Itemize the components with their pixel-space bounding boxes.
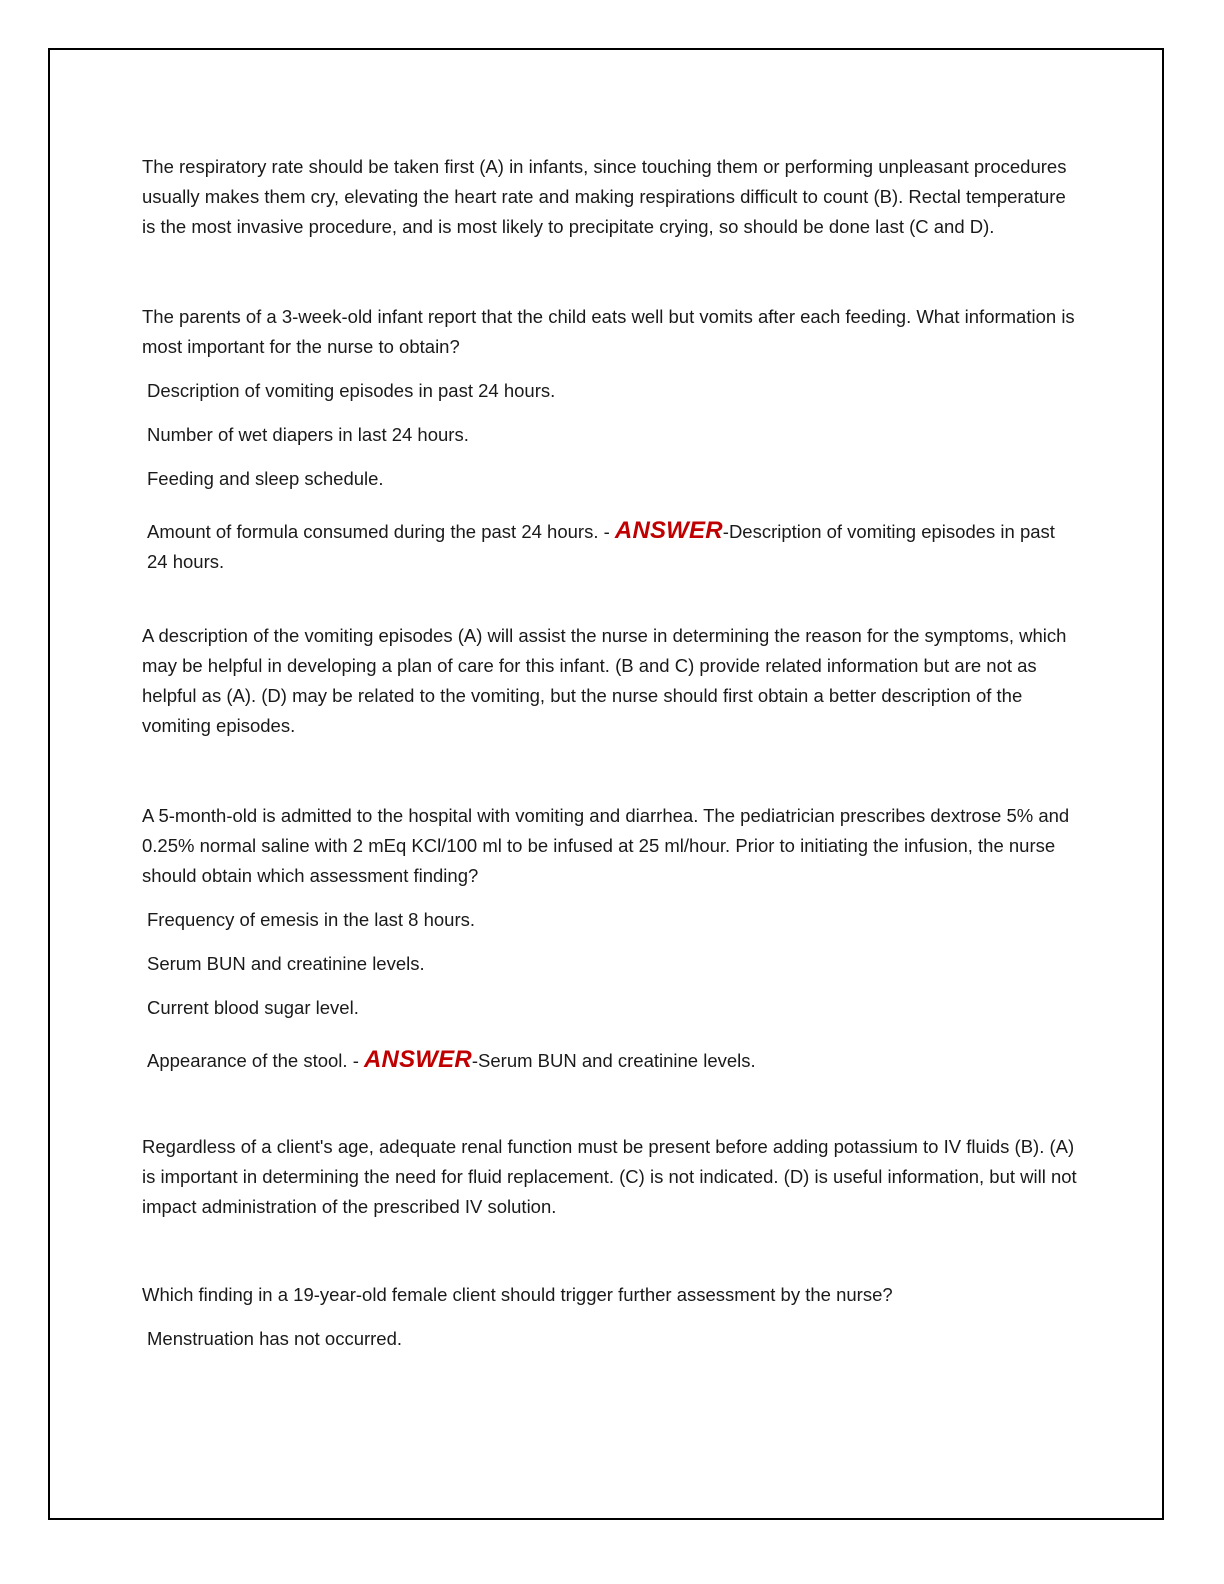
- answer-option: Menstruation has not occurred.: [147, 1328, 403, 1349]
- answer-label: ANSWER: [364, 1046, 472, 1073]
- rationale-paragraph: Regardless of a client's age, adequate renal function must be present before adding potassium to IV fluids (B). (A) is important in determining the need for fluid replacement. (C) is not indicated. (D) is useful information, but will not impact administration of the prescribed IV solution.: [142, 1136, 1077, 1217]
- answer-option: Current blood sugar level.: [147, 997, 359, 1018]
- answer-option: Frequency of emesis in the last 8 hours.: [147, 909, 476, 930]
- answer-label: ANSWER: [614, 517, 723, 544]
- correct-answer-text: -Serum BUN and creatinine levels.: [471, 1050, 756, 1071]
- answer-option-text: Amount of formula consumed during the past 24 hours. -: [147, 521, 610, 542]
- rationale-paragraph: The respiratory rate should be taken first (A) in infants, since touching them or performing unpleasant procedures usually makes them cry, elevating the heart rate and making respirations difficult to count (B). Rectal temperature is the most invasive procedure, and is most likely to precipitate crying, so should be done last (C and D).: [142, 156, 1067, 237]
- answer-option-with-key: [142, 516, 1077, 577]
- question-stem: Which finding in a 19-year-old female client should trigger further assessment by the nurse?: [142, 1284, 893, 1305]
- answer-option: Serum BUN and creatinine levels.: [147, 953, 425, 974]
- correct-answer-text: -Description of vomiting episodes in past 24 hours.: [147, 521, 1055, 572]
- answer-option: Description of vomiting episodes in past 24 hours.: [147, 380, 556, 401]
- answer-option: Number of wet diapers in last 24 hours.: [147, 424, 469, 445]
- answer-option: Feeding and sleep schedule.: [147, 468, 384, 489]
- answer-option-with-key: [142, 1045, 1077, 1076]
- answer-option-text: Appearance of the stool. -: [147, 1050, 359, 1071]
- question-stem: A 5-month-old is admitted to the hospital with vomiting and diarrhea. The pediatrician prescribes dextrose 5% and 0.25% normal saline with 2 mEq KCl/100 ml to be infused at 25 ml/hour. Prior to initiating the infusion, the nurse should obtain which assessment finding?: [142, 805, 1070, 886]
- document-content: [142, 152, 1077, 1354]
- question-stem: The parents of a 3-week-old infant report that the child eats well but vomits after each feeding. What information is most important for the nurse to obtain?: [142, 306, 1075, 357]
- rationale-paragraph: A description of the vomiting episodes (A) will assist the nurse in determining the reason for the symptoms, which may be helpful in developing a plan of care for this infant. (B and C) provide related information but are not as helpful as (A). (D) may be related to the vomiting, but the nurse should first obtain a better description of the vomiting episodes.: [142, 625, 1067, 736]
